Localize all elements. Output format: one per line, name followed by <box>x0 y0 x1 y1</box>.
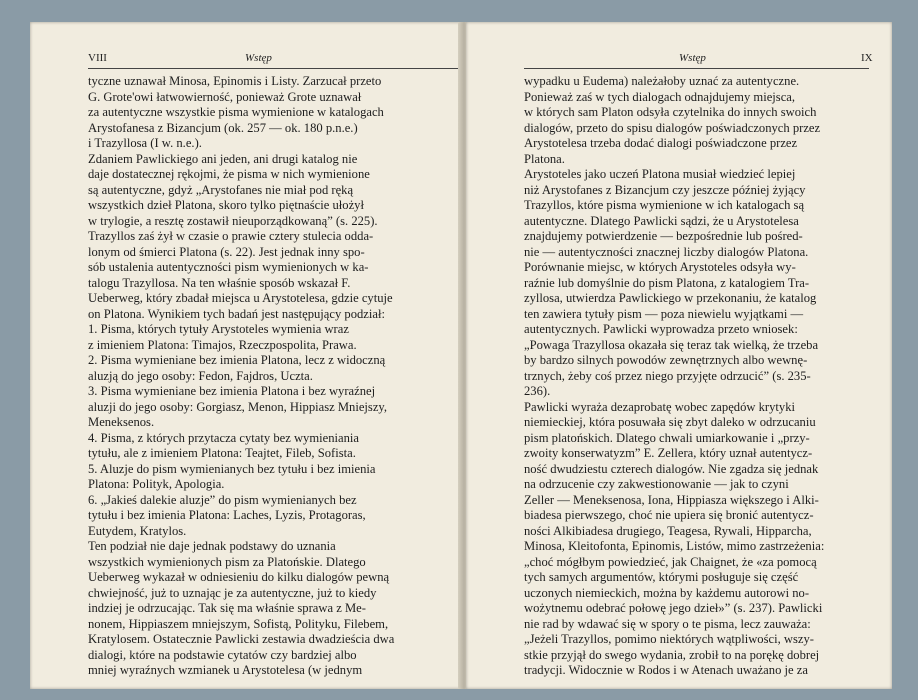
text-line: mniej wyraźnych wzmianek u Arystotelesa (w jednym <box>88 663 363 677</box>
text-line: Arystoteles jako uczeń Platona musiał wiedzieć lepiej <box>524 167 796 181</box>
text-line: tytułu i bez imienia Platona: Laches, Lyzis, Protagoras, <box>88 508 366 522</box>
text-line: aluzją do jego osoby: Fedon, Fajdros, Uczta. <box>88 368 313 383</box>
text-line: niemieckiej, która posuwała się zbyt daleko w odrzucaniu <box>524 415 816 429</box>
text-line: Platona: Polityk, Apologia. <box>88 477 225 491</box>
page-number-right: IX <box>861 52 873 64</box>
text-line: pism platońskich. Dlatego chwali umiarkowanie i „przy- <box>524 430 810 445</box>
text-line: dialogi, które na podstawie cytatów czy bardziej albo <box>88 647 357 662</box>
text-line: zyllosa, utwierdza Pawlickiego w przekonaniu, że katalog <box>524 291 817 305</box>
text-line: 2. Pisma wymieniane bez imienia Platona, lecz z widoczną <box>88 353 386 367</box>
text-line: i Trazyllosa (I w. n.e.). <box>88 136 202 150</box>
text-line: ten zawiera tytuły pism — poza niewielu wyjątkami — <box>524 306 804 321</box>
running-head-left: Wstęp <box>245 52 272 64</box>
text-line: za autentyczne wszystkie pisma wymienione w katalogach <box>88 105 384 119</box>
left-page <box>30 22 462 689</box>
text-line: nie — autentyczności znacznej liczby dialogów Platona. <box>524 244 809 259</box>
running-head-right: Wstęp <box>679 52 706 64</box>
right-page-text <box>524 74 876 679</box>
text-line: wszystkich wymienionych pism za Platońskie. Dlatego <box>88 554 366 569</box>
text-line: lonym od śmierci Platona (s. 22). Jest jednak inny spo- <box>88 244 365 259</box>
text-line: G. Grote'owi łatwowierność, ponieważ Grote uznawał <box>88 89 362 104</box>
text-line: trznych, żeby coś przez niego przyjęte odrzucić” (s. 235- <box>524 368 811 383</box>
text-line: tradycji. Widocznie w Rodos i w Atenach uważano je za <box>524 663 808 677</box>
text-line: wożytnemu odebrać połowę jego dzieł»” (s. 237). Pawlicki <box>524 601 823 615</box>
text-line: talogu Trazyllosa. Na ten właśnie sposób wskazał F. <box>88 275 351 290</box>
text-line: tytułu, ale z imieniem Platona: Teajtet, Fileb, Sofista. <box>88 446 356 460</box>
text-line: 3. Pisma wymieniane bez imienia Platona i bez wyraźnej <box>88 384 376 398</box>
text-line: „Powaga Trazyllosa okazała się teraz tak wielką, że trzeba <box>524 337 819 352</box>
header-rule-right <box>524 68 869 69</box>
text-line: „Jeżeli Trazyllos, pomimo niektórych wątpliwości, wszy- <box>524 632 814 646</box>
text-line: biadesa pierwszego, choć nie upiera się bronić autentycz- <box>524 508 814 522</box>
text-line: Arystotelesa trzeba dodać dialogi poświadczone przez <box>524 136 798 150</box>
text-line: on Platona. Wynikiem tych badań jest następujący podział: <box>88 306 385 321</box>
text-line: na odrzucenie czy zakwestionowanie — jak to czyni <box>524 477 789 491</box>
text-line: nonem, Hippiaszem mniejszym, Sofistą, Polityku, Filebem, <box>88 616 389 631</box>
text-line: Pawlicki wyraża dezaprobatę wobec zapędów krytyki <box>524 399 795 414</box>
text-line: dialogów, przeto do spisu dialogów poświadczonych przez <box>524 120 821 135</box>
text-line: sób ustalenia autentyczności pism wymienionych w ka- <box>88 260 369 274</box>
text-line: Zeller — Meneksenosa, Iona, Hippiasza większego i Alki- <box>524 492 819 507</box>
text-line: stkie przyjął do swego wydania, zrobił to na porękę dobrej <box>524 647 820 662</box>
text-line: Platona. <box>524 151 565 166</box>
text-line: z imieniem Platona: Timajos, Rzeczpospolita, Prawa. <box>88 337 357 352</box>
text-line: Ponieważ zaś w tych dialogach odnajdujemy miejsca, <box>524 89 796 104</box>
left-page-text <box>88 74 474 679</box>
text-line: wypadku u Eudema) należałoby uznać za autentyczne. <box>524 74 800 88</box>
text-line: Meneksenos. <box>88 415 155 429</box>
text-line: daje dostatecznej rękojmi, że pisma w nich wymienione <box>88 167 370 181</box>
text-line: Zdaniem Pawlickiego ani jeden, ani drugi katalog nie <box>88 151 358 166</box>
header-rule-left <box>88 68 473 69</box>
text-line: Ueberweg, który zbadał miejsca u Arystotelesa, gdzie cytuje <box>88 291 393 305</box>
text-line: 4. Pisma, z których przytacza cytaty bez wymieniania <box>88 430 360 445</box>
text-line: Eutydem, Kratylos. <box>88 523 187 538</box>
page-number-left: VIII <box>88 52 107 64</box>
text-line: zwoity konserwatyzm” E. Zellera, który uznał autentycz- <box>524 446 813 460</box>
text-line: w trylogie, a resztę zostawił nieuporządkowaną” (s. 225). <box>88 213 378 228</box>
text-line: są autentyczne, gdyż „Arystofanes nie miał pod ręką <box>88 182 354 197</box>
text-line: nie rad by wdawać się w spory o te pisma, lecz zauważa: <box>524 616 811 631</box>
text-line: uczonych niemieckich, można by każdemu autorowi no- <box>524 585 810 600</box>
text-line: 1. Pisma, których tytuły Arystoteles wymienia wraz <box>88 322 349 336</box>
text-line: 5. Aluzje do pism wymienianych bez tytułu i bez imienia <box>88 461 376 476</box>
text-line: autentycznych. Pawlicki wyprowadza przeto wniosek: <box>524 322 798 336</box>
right-page <box>466 22 892 689</box>
text-line: znajdujemy potwierdzenie — bezpośrednie lub pośred- <box>524 229 803 243</box>
text-line: Porównanie miejsc, w których Arystoteles odsyła wy- <box>524 260 796 274</box>
text-line: ności Alkibiadesa drugiego, Teagesa, Rywali, Hipparcha, <box>524 523 812 538</box>
text-line: niż Arystofanes z Bizancjum czy jeszcze później żyjący <box>524 182 806 197</box>
text-line: ność dwudziestu czterech dialogów. Nie zgadza się jednak <box>524 461 819 476</box>
text-line: Ten podział nie daje jednak podstawy do uznania <box>88 539 336 553</box>
text-line: Minosa, Kleitofonta, Epinomis, Listów, mimo zastrzeżenia: <box>524 539 825 553</box>
text-line: Trazyllos, które pisma wymienione w ich katalogach są <box>524 198 805 212</box>
text-line: tych samych argumentów, którymi posługuje się część <box>524 570 799 584</box>
text-line: aluzji do jego osoby: Gorgiasz, Menon, Hippiasz Mniejszy, <box>88 399 388 414</box>
text-line: Kratylosem. Ostatecznie Pawlicki zestawia dwadzieścia dwa <box>88 632 395 646</box>
text-line: Trazyllos zaś żył w czasie o prawie cztery stulecia odda- <box>88 229 374 243</box>
text-line: indziej je odrzucając. Tak się ma właśnie sprawa z Me- <box>88 601 366 615</box>
text-line: „choć mógłbym powiedzieć, jak Chaignet, że «za pomocą <box>524 554 817 569</box>
text-line: chwiejność, już to uznając je za autentyczne, już to kiedy <box>88 585 377 600</box>
text-line: 236). <box>524 384 551 398</box>
text-line: autentyczne. Dlatego Pawlicki sądzi, że u Arystotelesa <box>524 213 799 228</box>
text-line: by bardzo silnych powodów zewnętrznych albo wewnę- <box>524 353 808 367</box>
text-line: wszystkich dzieł Platona, skoro tylko piętnaście ułożył <box>88 198 364 212</box>
text-line: Ueberweg wykazał w odniesieniu do kilku dialogów pewną <box>88 570 390 584</box>
text-line: w których sam Platon odsyła czytelnika do innych swoich <box>524 105 817 119</box>
text-line: raźnie lub domyślnie do pism Platona, z katalogiem Tra- <box>524 275 810 290</box>
text-line: tyczne uznawał Minosa, Epinomis i Listy. Zarzucał przeto <box>88 74 382 88</box>
text-line: Arystofanesa z Bizancjum (ok. 257 — ok. 180 p.n.e.) <box>88 120 358 135</box>
text-line: 6. „Jakieś dalekie aluzje” do pism wymienianych bez <box>88 492 357 507</box>
